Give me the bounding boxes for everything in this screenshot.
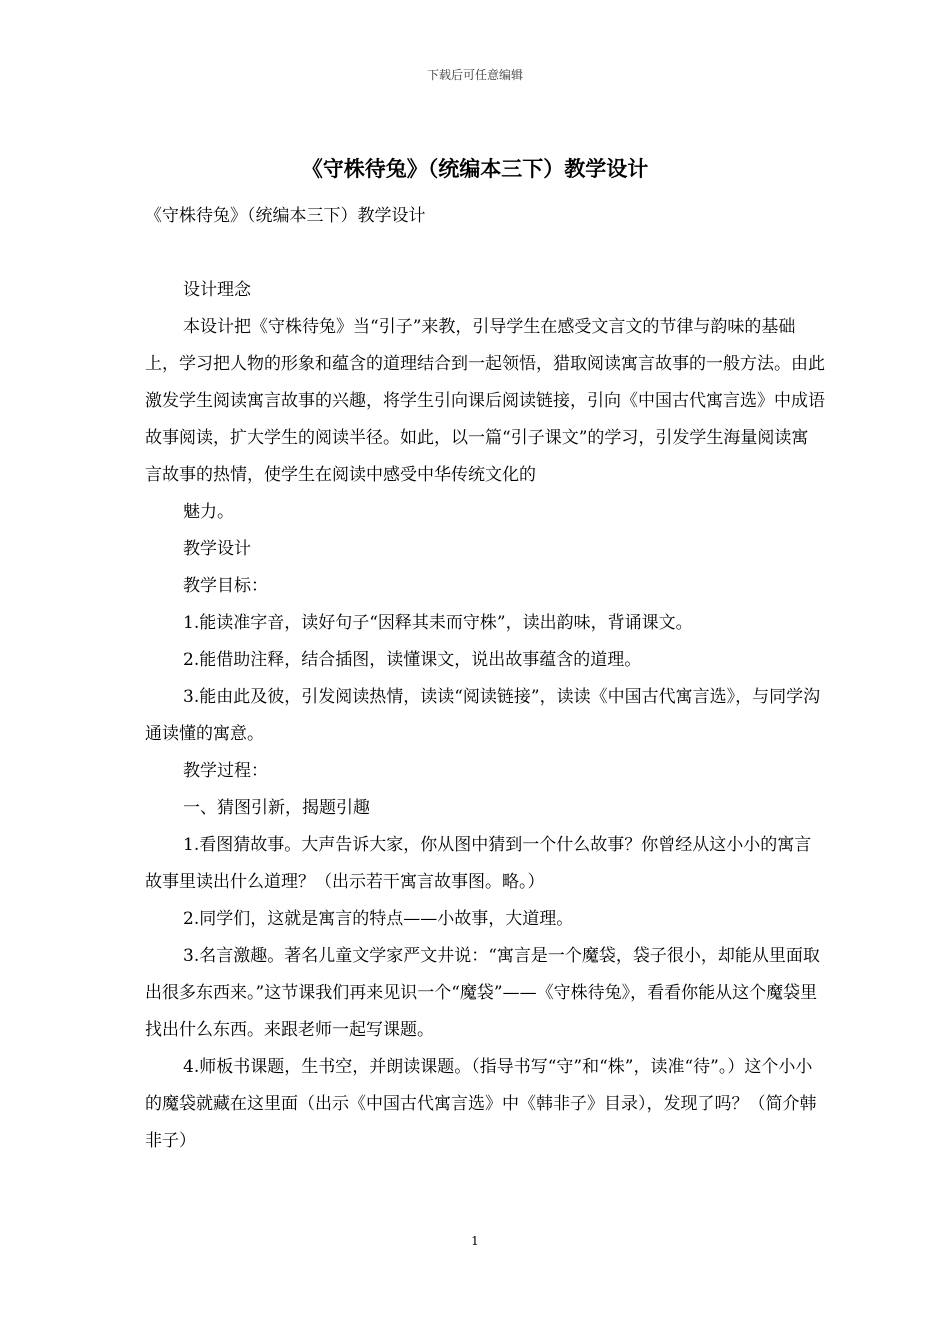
document-subtitle: 《守株待兔》（统编本三下）教学设计 bbox=[145, 206, 426, 226]
document-title: 《守株待兔》（统编本三下）教学设计 bbox=[301, 156, 649, 181]
paragraph-goal-1: 1.能读准字音，读好句子“因释其耒而守株”，读出韵味，背诵课文。 bbox=[183, 613, 693, 633]
paragraph-goals-heading: 教学目标： bbox=[183, 576, 268, 596]
document-body bbox=[145, 198, 825, 1160]
paragraph-teaching-design-heading: 教学设计 bbox=[183, 539, 251, 559]
page-number: 1 bbox=[471, 1234, 479, 1248]
paragraph-design-concept: 本设计把《守株待兔》当“引子”来教，引导学生在感受文言文的节律与韵味的基础上，学习把人物的形象和蕴含的道理结合到一起领悟，猎取阅读寓言故事的一般方法。由此激发学生阅读寓言故事的兴趣，将学生引向课后阅读链接，引向《中国古代寓言选》中成语故事阅读，扩大学生的阅读半径。如此，以一篇“引子课文”的学习，引发学生海量阅读寓言故事的热情，使学生在阅读中感受中华传统文化的 bbox=[145, 317, 825, 485]
paragraph-design-concept-heading: 设计理念 bbox=[183, 280, 251, 300]
paragraph-charm: 魅力。 bbox=[183, 502, 234, 522]
paragraph-step-3: 3.名言激趣。著名儿童文学家严文井说：“寓言是一个魔袋，袋子很小，却能从里面取出很多东西来。”这节课我们再来见识一个“魔袋”——《守株待兔》，看看你能从这个魔袋里找出什么东西。来跟老师一起写课题。 bbox=[145, 946, 820, 1040]
paragraph-step-1: 1.看图猜故事。大声告诉大家，你从图中猜到一个什么故事？你曾经从这小小的寓言故事里读出什么道理？（出示若干寓言故事图。略。） bbox=[145, 835, 812, 892]
header-note: 下载后可任意编辑 bbox=[426, 68, 523, 82]
paragraph-goal-3: 3.能由此及彼，引发阅读热情，读读“阅读链接”，读读《中国古代寓言选》，与同学沟通读懂的寓意。 bbox=[145, 687, 821, 744]
paragraph-section-1-heading: 一、猜图引新，揭题引趣 bbox=[183, 798, 370, 818]
paragraph-goal-2: 2.能借助注释，结合插图，读懂课文，说出故事蕴含的道理。 bbox=[183, 650, 642, 670]
paragraph-step-2: 2.同学们，这就是寓言的特点——小故事，大道理。 bbox=[183, 909, 574, 929]
paragraph-step-4: 4.师板书课题，生书空，并朗读课题。（指导书写“守”和“株”，读准“待”。）这个小小的魔袋就藏在这里面（出示《中国古代寓言选》中《韩非子》目录），发现了吗？（简介韩非子） bbox=[145, 1057, 817, 1151]
paragraph-process-heading: 教学过程： bbox=[183, 761, 268, 781]
